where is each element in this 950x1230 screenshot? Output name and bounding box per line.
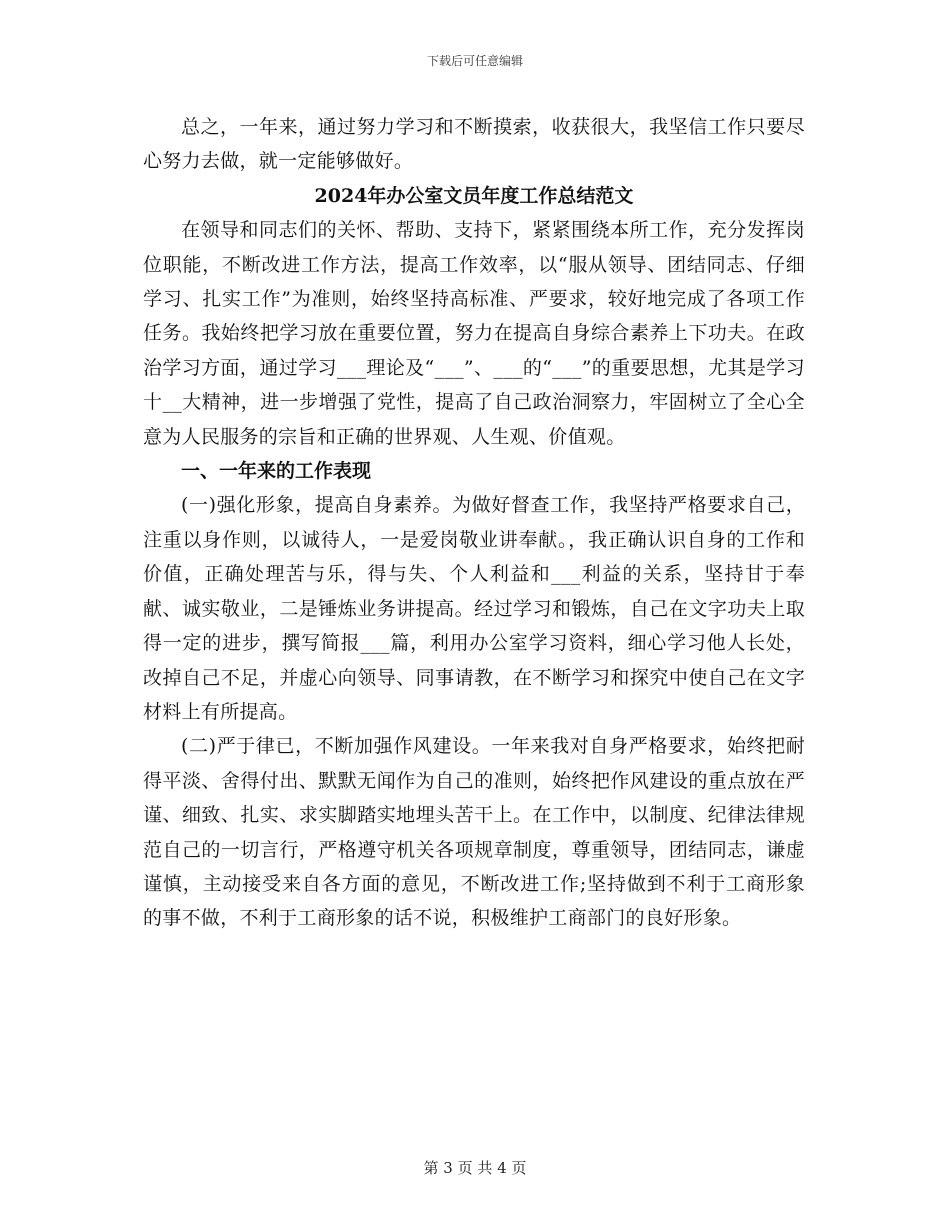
paragraph-intro: 在领导和同志们的关怀、帮助、支持下，紧紧围绕本所工作，充分发挥岗位职能，不断改进工作方法，提高工作效率，以“服从领导、团结同志、仔细学习、扎实工作”为准则，始终坚持高标准、严要求，较好地完成了各项工作任务。我始终把学习放在重要位置，努力在提高自身综合素养上下功夫。在政治学习方面，通过学习___理论及“___”、___的“___”的重要思想，尤其是学习十__大精神，进一步增强了党性，提高了自己政治洞察力，牢固树立了全心全意为人民服务的宗旨和正确的世界观、人生观、价值观。 bbox=[143, 219, 805, 448]
page-number: 第 3 页 共 4 页 bbox=[423, 1159, 527, 1177]
paragraph-section-2: (二)严于律已，不断加强作风建设。一年来我对自身严格要求，始终把耐得平淡、舍得付出、默默无闻作为自己的准则，始终把作风建设的重点放在严谨、细致、扎实、求实脚踏实地埋头苦干上。在工作中，以制度、纪律法律规范自己的一切言行，严格遵守机关各项规章制度，尊重领导，团结同志，谦虚谨慎，主动接受来自各方面的意见，不断改进工作;坚持做到不利于工商形象的事不做，不利于工商形象的话不说，积极维护工商部门的良好形象。 bbox=[143, 735, 805, 930]
paragraph-conclusion: 总之，一年来，通过努力学习和不断摸索，收获很大，我坚信工作只要尽心努力去做，就一定能够做好。 bbox=[143, 116, 805, 173]
header-note: 下载后可任意编辑 bbox=[426, 54, 523, 68]
document-body bbox=[143, 110, 805, 936]
paragraph-section-1: (一)强化形象，提高自身素养。为做好督查工作，我坚持严格要求自己，注重以身作则，以诚待人，一是爱岗敬业讲奉献。，我正确认识自身的工作和价值，正确处理苦与乐，得与失、个人利益和___利益的关系，坚持甘于奉献、诚实敬业，二是锤炼业务讲提高。经过学习和锻炼，自己在文字功夫上取得一定的进步，撰写简报___篇，利用办公室学习资料，细心学习他人长处，改掉自己不足，并虚心向领导、同事请教，在不断学习和探究中使自己在文字材料上有所提高。 bbox=[143, 494, 805, 723]
section-heading: 一、一年来的工作表现 bbox=[181, 460, 372, 483]
document-title: 2024年办公室文员年度工作总结范文 bbox=[314, 184, 634, 207]
